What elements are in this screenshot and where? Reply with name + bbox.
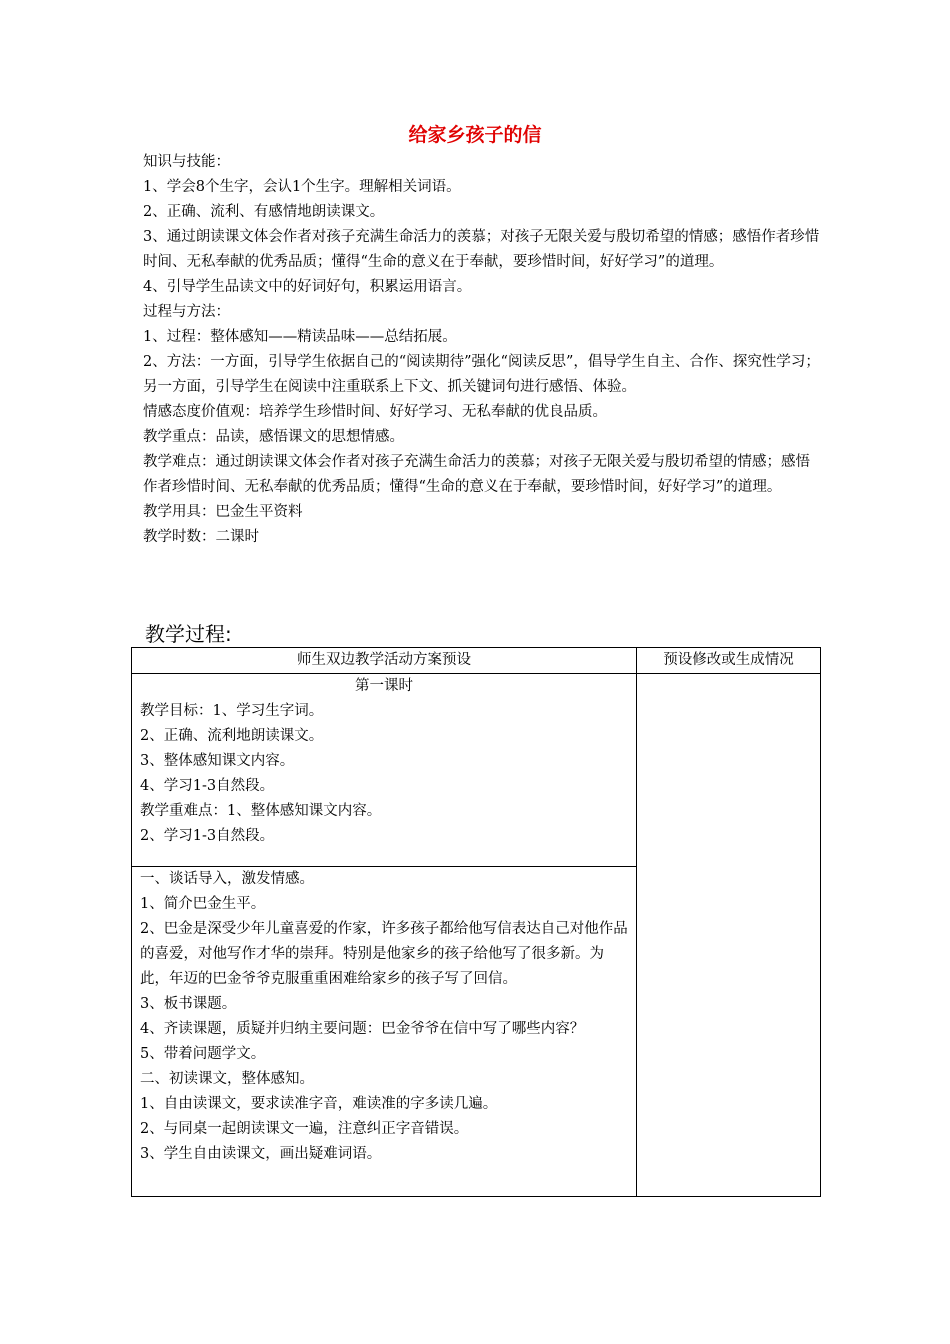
intro-paragraph: 教学难点：通过朗读课文体会作者对孩子充满生命活力的羡慕；对孩子无限关爱与殷切希望的情感；感悟作者珍惜时间、无私奉献的优秀品质；懂得“生命的意义在于奉献，要珍惜时间，好好学习”的道理。	[143, 454, 810, 495]
intro-paragraph: 教学用具：巴金生平资料	[143, 504, 303, 520]
step-line: 1、简介巴金生平。	[140, 895, 266, 912]
process-heading: 教学过程:	[145, 622, 232, 646]
section-title: 第一课时	[355, 678, 413, 694]
step-line: 2、与同桌一起朗读课文一遍，注意纠正字音错误。	[140, 1120, 469, 1137]
objective-line: 教学重难点：1、整体感知课文内容。	[140, 803, 382, 819]
intro-paragraph: 教学时数：二课时	[143, 529, 259, 545]
step-line: 3、学生自由读课文，画出疑难词语。	[140, 1145, 382, 1162]
intro-paragraph: 教学重点：品读，感悟课文的思想情感。	[143, 429, 404, 445]
intro-paragraph: 3、通过朗读课文体会作者对孩子充满生命活力的羡慕；对孩子无限关爱与殷切希望的情感；感悟作者珍惜时间、无私奉献的优秀品质；懂得“生命的意义在于奉献，要珍惜时间，好好学习”的道理。	[143, 229, 820, 270]
intro-paragraph: 2、正确、流利、有感情地朗读课文。	[143, 204, 385, 220]
intro-paragraph: 4、引导学生品读文中的好词好句，积累运用语言。	[143, 279, 472, 295]
header-activity-plan: 师生双边教学活动方案预设	[132, 648, 637, 674]
step-line: 1、自由读课文，要求读准字音，难读准的字多读几遍。	[140, 1095, 498, 1112]
objective-line: 3、整体感知课文内容。	[140, 753, 295, 769]
lesson-plan-table	[131, 647, 821, 1197]
step-line: 5、带着问题学文。	[140, 1045, 266, 1062]
step-line: 3、板书课题。	[140, 995, 237, 1012]
step-line: 二、初读课文，整体感知。	[140, 1070, 314, 1087]
step-line: 一、谈话导入，激发情感。	[140, 870, 314, 887]
teaching-steps-cell	[132, 866, 637, 1196]
table-header-row	[132, 648, 821, 674]
objective-line: 2、正确、流利地朗读课文。	[140, 728, 324, 744]
intro-paragraph: 2、方法：一方面，引导学生依据自己的“阅读期待”强化“阅读反思”，倡导学生自主、合作、探究性学习；另一方面，引导学生在阅读中注重联系上下文、抓关键词句进行感悟、体验。	[143, 354, 820, 395]
header-revision-notes: 预设修改或生成情况	[637, 648, 821, 674]
table-row	[132, 674, 821, 867]
objective-line: 教学目标：1、学习生字词。	[140, 703, 324, 719]
objective-line: 4、学习1-3自然段。	[140, 778, 275, 794]
intro-section	[143, 150, 823, 550]
document-title: 给家乡孩子的信	[408, 124, 542, 146]
step-line: 2、巴金是深受少年儿童喜爱的作家，许多孩子都给他写信表达自己对他作品的喜爱，对他写作才华的崇拜。特别是他家乡的孩子给他写了很多新。为此，年迈的巴金爷爷克服重重困难给家乡的孩子写了回信。	[140, 920, 628, 987]
step-line: 4、齐读课题，质疑并归纳主要问题：巴金爷爷在信中写了哪些内容？	[140, 1020, 585, 1037]
revision-notes-cell	[637, 674, 821, 1197]
intro-paragraph: 1、过程：整体感知——精读品味——总结拓展。	[143, 329, 457, 345]
intro-paragraph: 知识与技能：	[143, 154, 230, 170]
objective-line: 2、学习1-3自然段。	[140, 828, 275, 844]
intro-paragraph: 过程与方法：	[143, 304, 230, 320]
intro-paragraph: 情感态度价值观：培养学生珍惜时间、好好学习、无私奉献的优良品质。	[143, 404, 607, 420]
intro-paragraph: 1、学会8个生字，会认1个生字。理解相关词语。	[143, 179, 461, 195]
section-objectives-cell	[132, 674, 637, 867]
